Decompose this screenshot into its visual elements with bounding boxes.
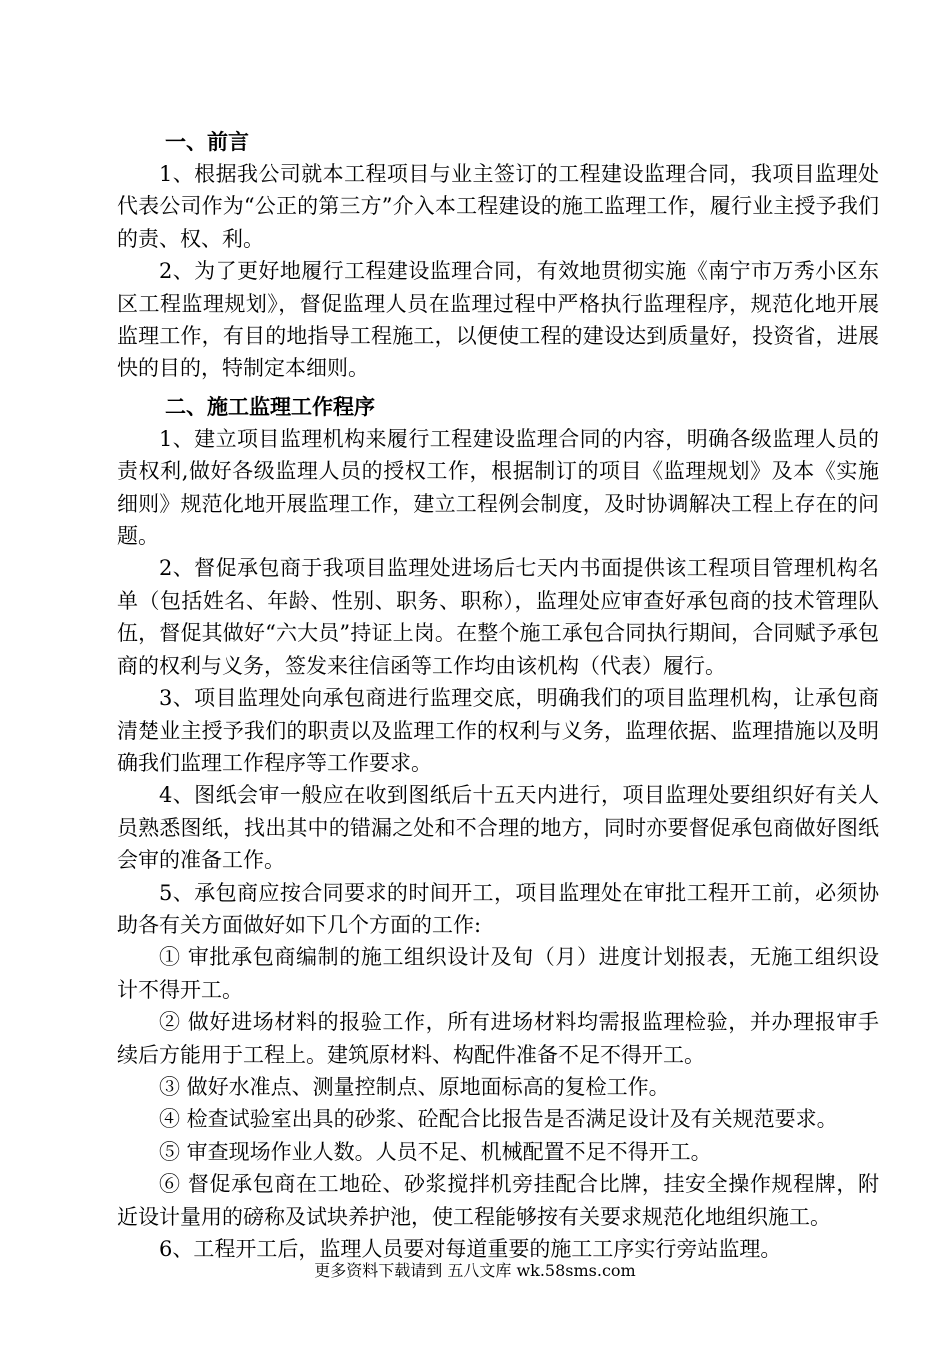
paragraph: 3、项目监理处向承包商进行监理交底，明确我们的项目监理机构，让承包商清楚业主授予我们的职责以及监理工作的权利与义务，监理依据、监理措施以及明确我们监理工作程序等工作要求。 <box>117 686 879 775</box>
section-heading-procedure: 二、施工监理工作程序 <box>165 393 375 419</box>
paragraph: 1、根据我公司就本工程项目与业主签订的工程建设监理合同，我项目监理处代表公司作为“公正的第三方”介入本工程建设的施工监理工作，履行业主授予我们的责、权、利。 <box>117 162 879 251</box>
paragraph: 5、承包商应按合同要求的时间开工，项目监理处在审批工程开工前，必须协助各有关方面做好如下几个方面的工作: <box>117 880 879 937</box>
section-heading-preface: 一、前言 <box>165 129 249 154</box>
paragraph: 6、工程开工后，监理人员要对每道重要的施工工序实行旁站监理。 <box>159 1237 782 1261</box>
paragraph: 2、为了更好地履行工程建设监理合同，有效地贯彻实施《南宁市万秀小区东区工程监理规划》，督促监理人员在监理过程中严格执行监理程序，规范化地开展监理工作，有目的地指导工程施工，以便使工程的建设达到质量好，投资省，进展快的目的，特制定本细则。 <box>117 259 879 381</box>
list-item: ⑥ 督促承包商在工地砼、砂浆搅拌机旁挂配合比牌，挂安全操作规程牌，附近设计量用的磅称及试块养护池，使工程能够按有关要求规范化地组织施工。 <box>117 1172 879 1229</box>
list-item: ③ 做好水准点、测量控制点、原地面标高的复检工作。 <box>159 1074 670 1099</box>
list-item: ② 做好进场材料的报验工作，所有进场材料均需报监理检验，并办理报审手续后方能用于工程上。建筑原材料、构配件准备不足不得开工。 <box>117 1010 879 1067</box>
list-item: ① 审批承包商编制的施工组织设计及旬（月）进度计划报表，无施工组织设计不得开工。 <box>117 945 879 1002</box>
paragraph: 4、图纸会审一般应在收到图纸后十五天内进行，项目监理处要组织好有关人员熟悉图纸，找出其中的错漏之处和不合理的地方，同时亦要督促承包商做好图纸会审的准备工作。 <box>117 783 879 873</box>
list-item: ⑤ 审查现场作业人数。人员不足、机械配置不足不得开工。 <box>159 1139 712 1164</box>
paragraph: 1、建立项目监理机构来履行工程建设监理合同的内容，明确各级监理人员的责权利,做好各级监理人员的授权工作，根据制订的项目《监理规划》及本《实施细则》规范化地开展监理工作，建立工程例会制度，及时协调解决工程上存在的问题。 <box>117 426 879 549</box>
document-body <box>117 126 879 1265</box>
page-footer: 更多资料下载请到 五八文库 wk.58sms.com <box>314 1261 636 1280</box>
list-item: ④ 检查试验室出具的砂浆、砼配合比报告是否满足设计及有关规范要求。 <box>159 1107 838 1132</box>
paragraph: 2、督促承包商于我项目监理处进场后七天内书面提供该工程项目管理机构名单（包括姓名、年龄、性别、职务、职称），监理处应审查好承包商的技术管理队伍，督促其做好“六大员”持证上岗。在整个施工承包合同执行期间，合同赋予承包商的权利与义务，签发来往信函等工作均由该机构（代表）履行。 <box>117 556 879 678</box>
